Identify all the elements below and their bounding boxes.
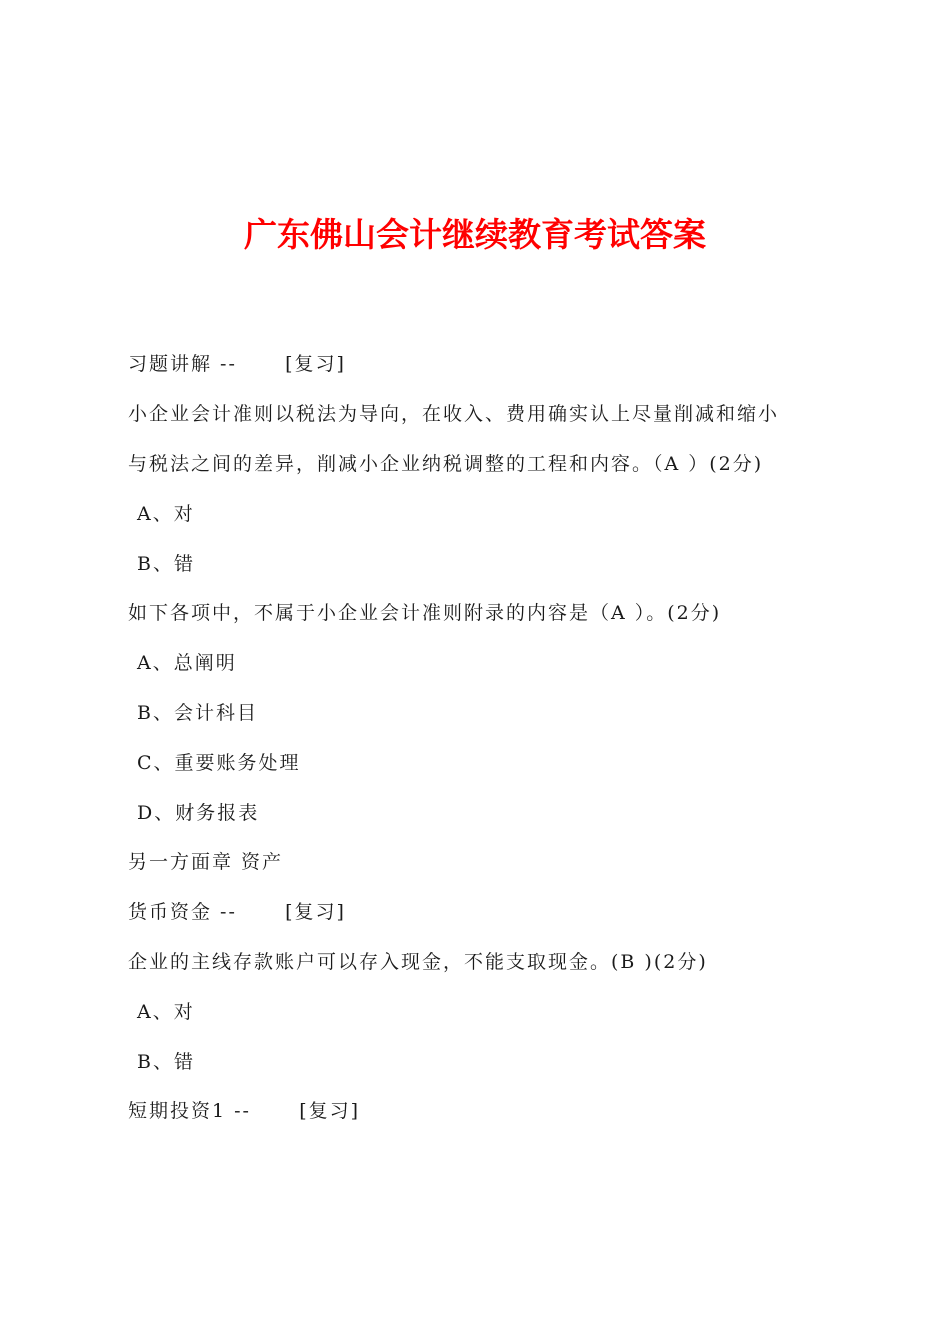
answer-option: A、总阐明: [137, 652, 237, 674]
answer-option: B、会计科目: [137, 702, 258, 724]
question-text: 小企业会计准则以税法为导向，在收入、费用确实认上尽量削减和缩小: [128, 403, 780, 425]
answer-option: C、重要账务处理: [137, 752, 301, 774]
section-heading: 短期投资1 -- [复习]: [128, 1100, 361, 1122]
answer-option: A、对: [137, 1001, 195, 1023]
question-text: 如下各项中，不属于小企业会计准则附录的内容是（A ）。(2分): [128, 602, 722, 624]
answer-option: B、错: [137, 553, 195, 575]
document-title: 广东佛山会计继续教育考试答案: [244, 215, 706, 254]
answer-option: A、对: [137, 503, 195, 525]
section-heading: 习题讲解 -- [复习]: [128, 353, 346, 375]
chapter-heading: 另一方面章 资产: [128, 851, 284, 873]
answer-option: D、财务报表: [137, 802, 260, 824]
answer-option: B、错: [137, 1051, 195, 1073]
question-text: 与税法之间的差异，削减小企业纳税调整的工程和内容。（A ）(2分): [128, 453, 764, 475]
section-heading: 货币资金 -- [复习]: [128, 901, 346, 923]
question-text: 企业的主线存款账户可以存入现金，不能支取现金。(B )(2分): [128, 951, 708, 973]
